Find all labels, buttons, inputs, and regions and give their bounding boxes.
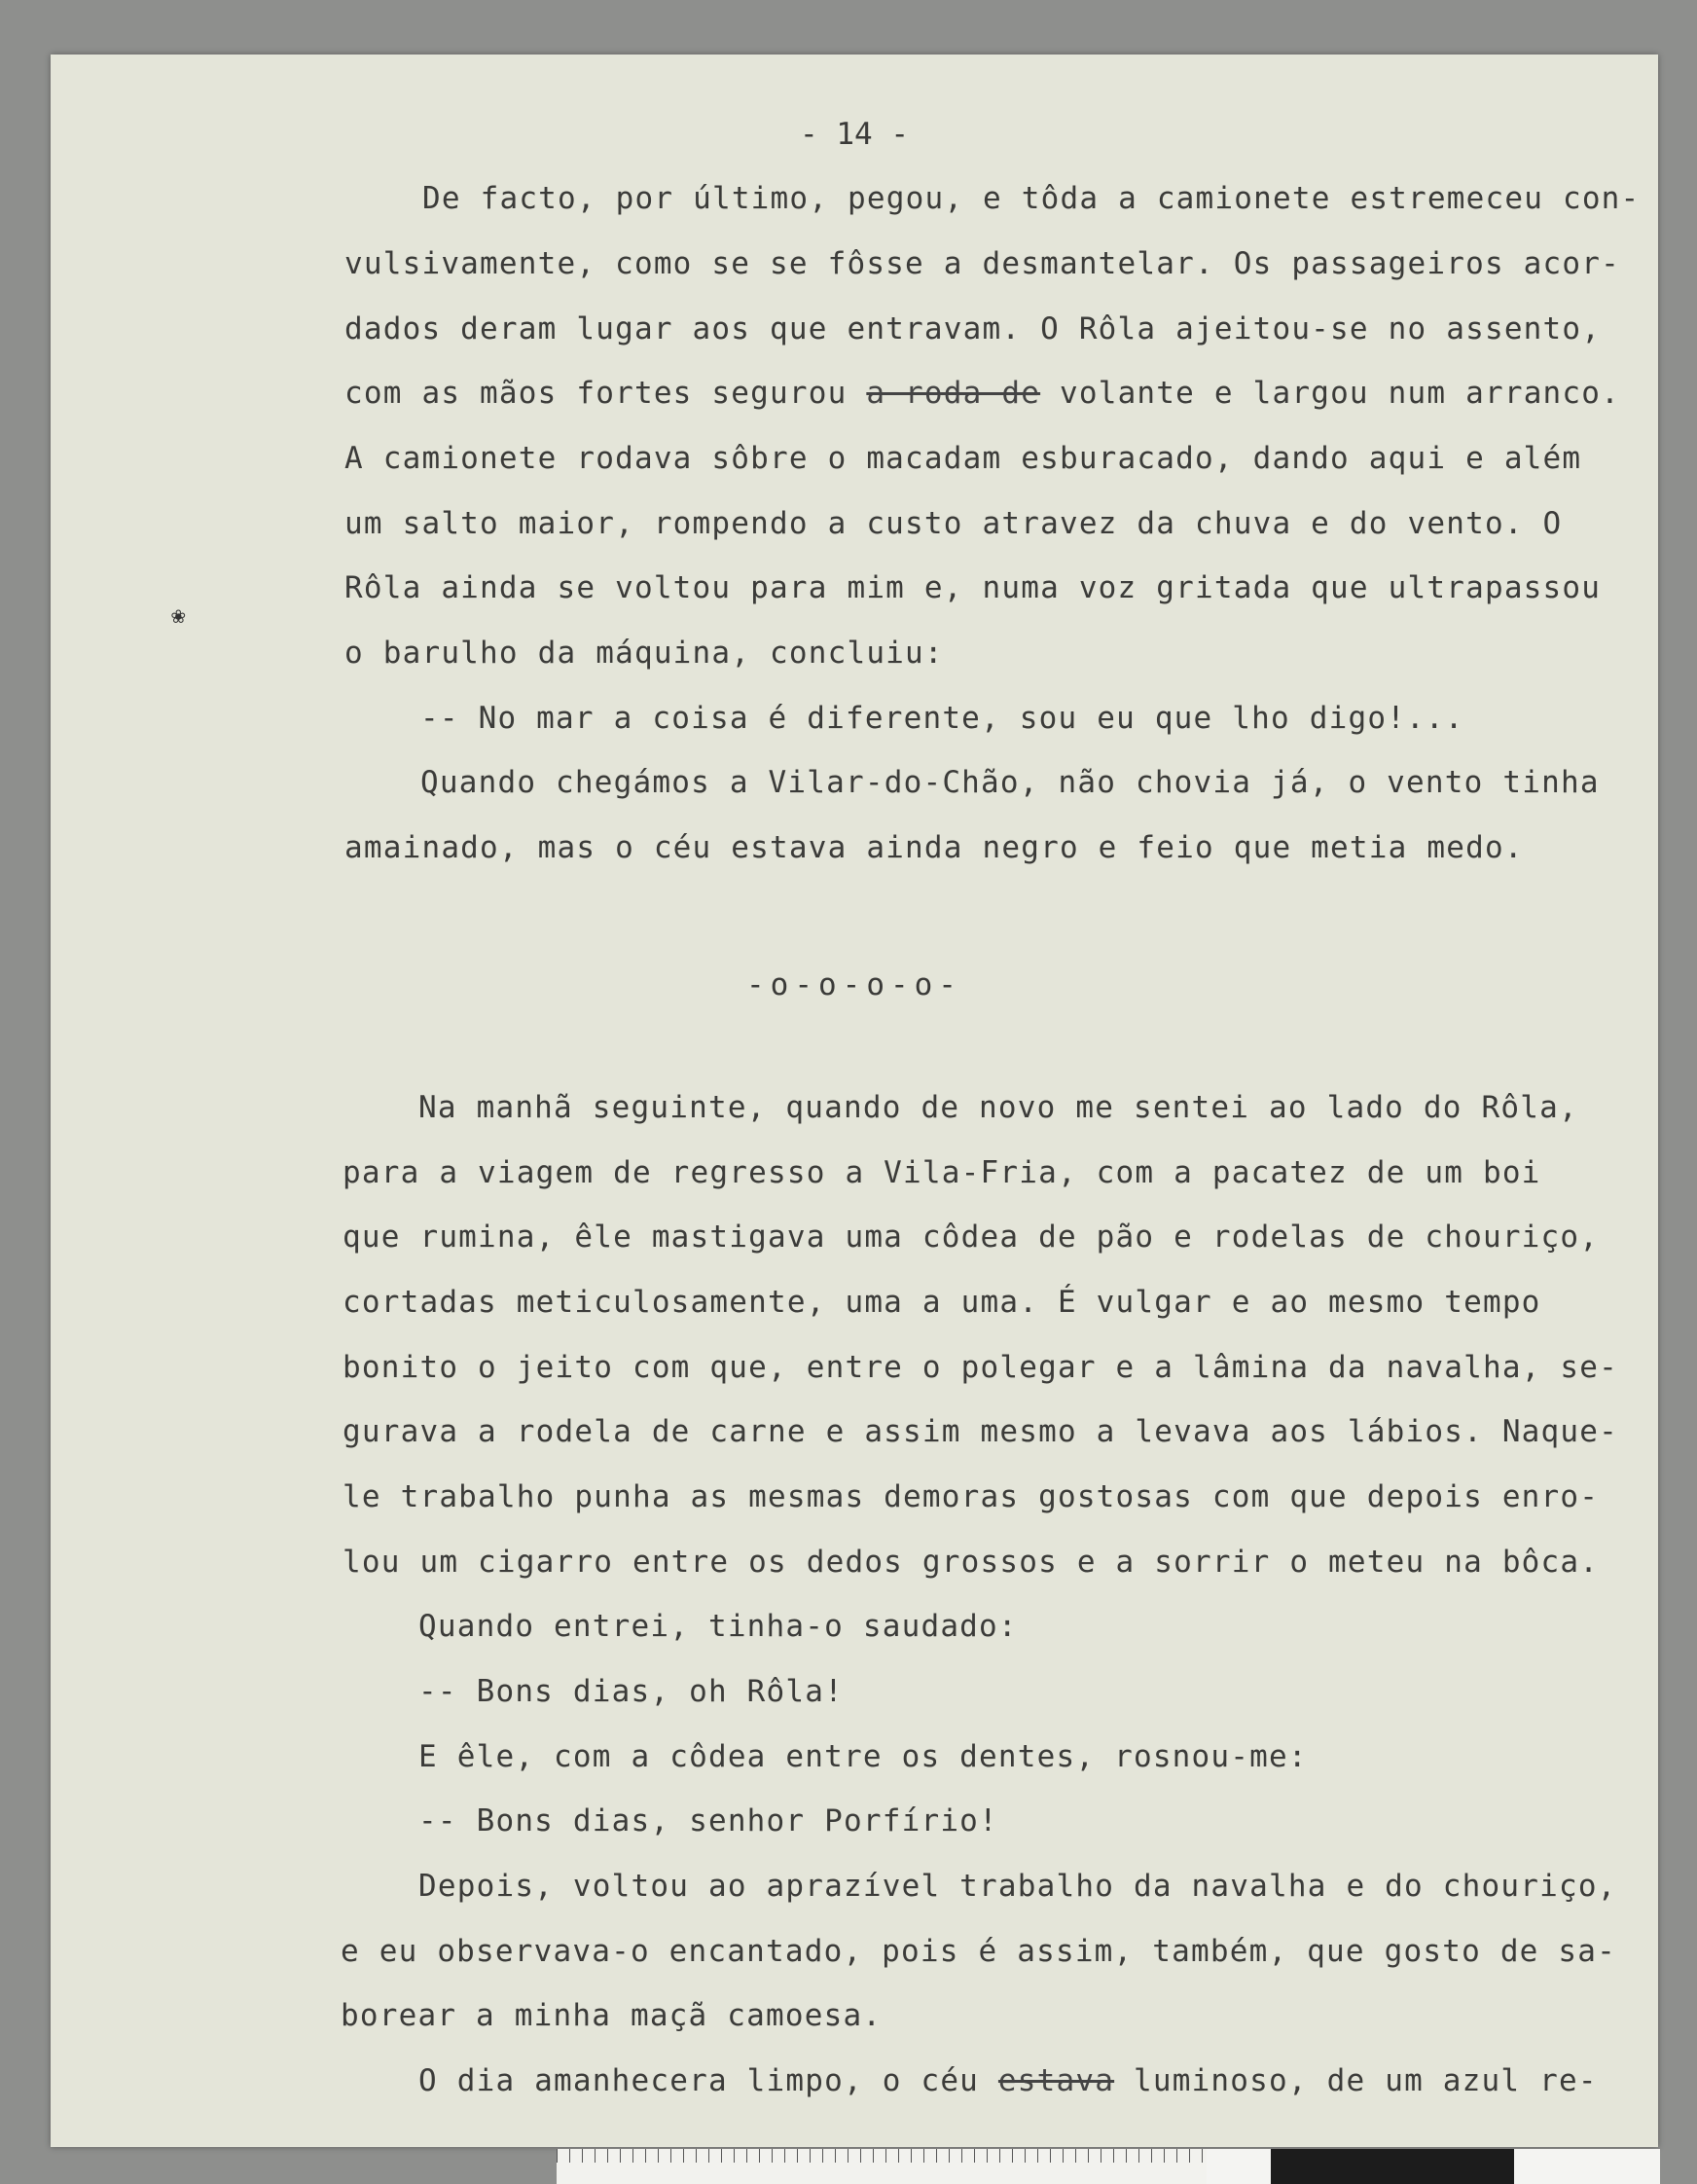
text-line: bonito o jeito com que, entre o polegar e a lâmina da navalha, se-: [343, 1350, 1618, 1385]
scale-ruler: [557, 2149, 1207, 2184]
text-line: cortadas meticulosamente, uma a uma. É vulgar e ao mesmo tempo: [343, 1285, 1541, 1320]
typewritten-page: [51, 55, 1658, 2147]
text-line: lou um cigarro entre os dedos grossos e a sorrir o meteu na bôca.: [343, 1545, 1600, 1580]
text-line: -- Bons dias, senhor Porfírio!: [418, 1803, 998, 1838]
text-line: borear a minha maçã camoesa.: [341, 1998, 883, 2033]
text-line: gurava a rodela de carne e assim mesmo a levava aos lábios. Naque-: [343, 1414, 1618, 1449]
text-line: Quando entrei, tinha-o saudado:: [418, 1609, 1018, 1644]
text-line: o barulho da máquina, concluiu:: [344, 636, 944, 671]
page-number: - 14 -: [800, 117, 909, 152]
color-scale-black: [1271, 2149, 1514, 2184]
text-line: Rôla ainda se voltou para mim e, numa voz gritada que ultrapassou: [344, 570, 1602, 605]
section-separator: -o-o-o-o-: [746, 967, 962, 1002]
text-line-with-strikethrough: [418, 2063, 1598, 2098]
text-line: amainado, mas o céu estava ainda negro e feio que metia medo.: [344, 830, 1524, 865]
text-line: dados deram lugar aos que entravam. O Rôla ajeitou-se no assento,: [344, 311, 1602, 346]
struck-text: estava: [997, 2063, 1115, 2098]
text-line: Na manhã seguinte, quando de novo me sentei ao lado do Rôla,: [418, 1090, 1578, 1125]
text-line: e eu observava-o encantado, pois é assim, também, que gosto de sa-: [341, 1934, 1616, 1969]
margin-ink-mark: ❀: [171, 601, 186, 629]
text-line: Depois, voltou ao aprazível trabalho da navalha e do chouriço,: [418, 1869, 1617, 1904]
text-segment: luminoso, de um azul re-: [1114, 2063, 1598, 2098]
struck-text: a roda de: [866, 376, 1041, 411]
text-line: A camionete rodava sôbre o macadam esburacado, dando aqui e além: [344, 441, 1582, 476]
text-line: De facto, por último, pegou, e tôda a camionete estremeceu con-: [422, 181, 1641, 216]
text-line: -- No mar a coisa é diferente, sou eu que lho digo!...: [420, 701, 1464, 736]
text-line: le trabalho punha as mesmas demoras gostosas com que depois enro-: [343, 1479, 1600, 1514]
text-line: Quando chegámos a Vilar-do-Chão, não chovia já, o vento tinha: [420, 765, 1600, 800]
text-line: um salto maior, rompendo a custo atravez da chuva e do vento. O: [344, 506, 1563, 541]
text-line: -- Bons dias, oh Rôla!: [418, 1674, 844, 1709]
text-line: que rumina, êle mastigava uma côdea de pão e rodelas de chouriço,: [343, 1219, 1600, 1255]
color-scale-white: [1514, 2149, 1660, 2184]
text-line-with-strikethrough: [344, 376, 1620, 411]
text-line: vulsivamente, como se se fôsse a desmantelar. Os passageiros acor-: [344, 246, 1620, 281]
text-line: para a viagem de regresso a Vila-Fria, com a pacatez de um boi: [343, 1155, 1541, 1190]
text-line: E êle, com a côdea entre os dentes, rosnou-me:: [418, 1739, 1308, 1774]
color-scale-white: [1207, 2149, 1271, 2184]
text-segment: volante e largou num arranco.: [1040, 376, 1621, 411]
text-segment: com as mãos fortes segurou: [344, 376, 867, 411]
text-segment: O dia amanhecera limpo, o céu: [418, 2063, 998, 2098]
